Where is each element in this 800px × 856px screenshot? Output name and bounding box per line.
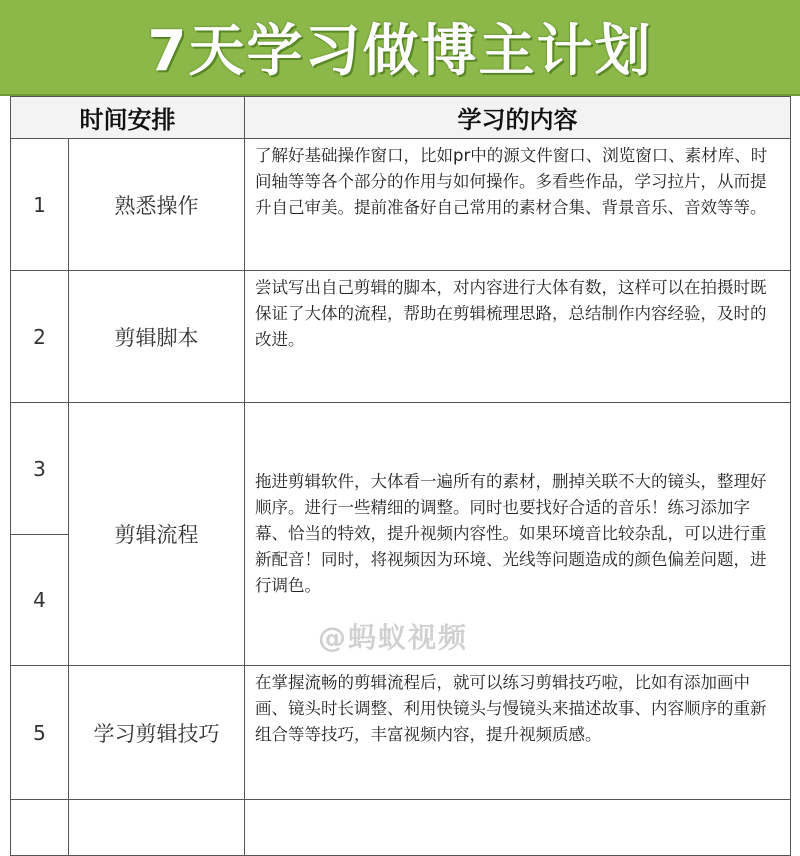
empty-cell [245,800,791,856]
content-cell: 在掌握流畅的剪辑流程后，就可以练习剪辑技巧啦，比如有添加画中画、镜头时长调整、利用快镜头与慢镜头来描述故事、内容顺序的重新组合等等技巧，丰富视频内容，提升视频质感。 [245,666,791,800]
table-row [11,666,791,800]
title-banner [0,0,800,96]
content-cell: 了解好基础操作窗口，比如pr中的源文件窗口、浏览窗口、素材库、时间轴等等各个部分的作用与如何操作。多看些作品，学习拉片，从而提升自己审美。提前准备好自己常用的素材合集、背景音乐、音效等等。 [245,139,791,271]
topic-cell: 学习剪辑技巧 [69,666,245,800]
topic-cell: 熟悉操作 [69,139,245,271]
table-row [11,403,791,535]
content-cell: 拖进剪辑软件，大体看一遍所有的素材，删掉关联不大的镜头，整理好顺序。进行一些精细的调整。同时也要找好合适的音乐！练习添加字幕、恰当的特效，提升视频内容性。如果环境音比较杂乱，可以进行重新配音！同时，将视频因为环境、光线等问题造成的颜色偏差问题，进行调色。 [245,403,791,666]
page-title: 7天学习做博主计划 [147,19,653,84]
topic-cell: 剪辑流程 [69,403,245,666]
day-number: 2 [11,271,69,403]
table-row [11,271,791,403]
header-schedule: 时间安排 [11,97,245,139]
empty-cell [11,800,69,856]
table-header-row [11,97,791,139]
plan-table [10,96,791,856]
table-row [11,800,791,856]
header-content: 学习的内容 [245,97,791,139]
topic-cell: 剪辑脚本 [69,271,245,403]
content-cell: 尝试写出自己剪辑的脚本，对内容进行大体有数，这样可以在拍摄时既保证了大体的流程，帮助在剪辑梳理思路，总结制作内容经验，及时的改进。 [245,271,791,403]
day-number: 1 [11,139,69,271]
empty-cell [69,800,245,856]
day-number: 5 [11,666,69,800]
day-number: 3 [11,403,69,535]
day-number: 4 [11,535,69,666]
watermark: @蚂蚁视频 [318,621,469,654]
table-row [11,139,791,271]
